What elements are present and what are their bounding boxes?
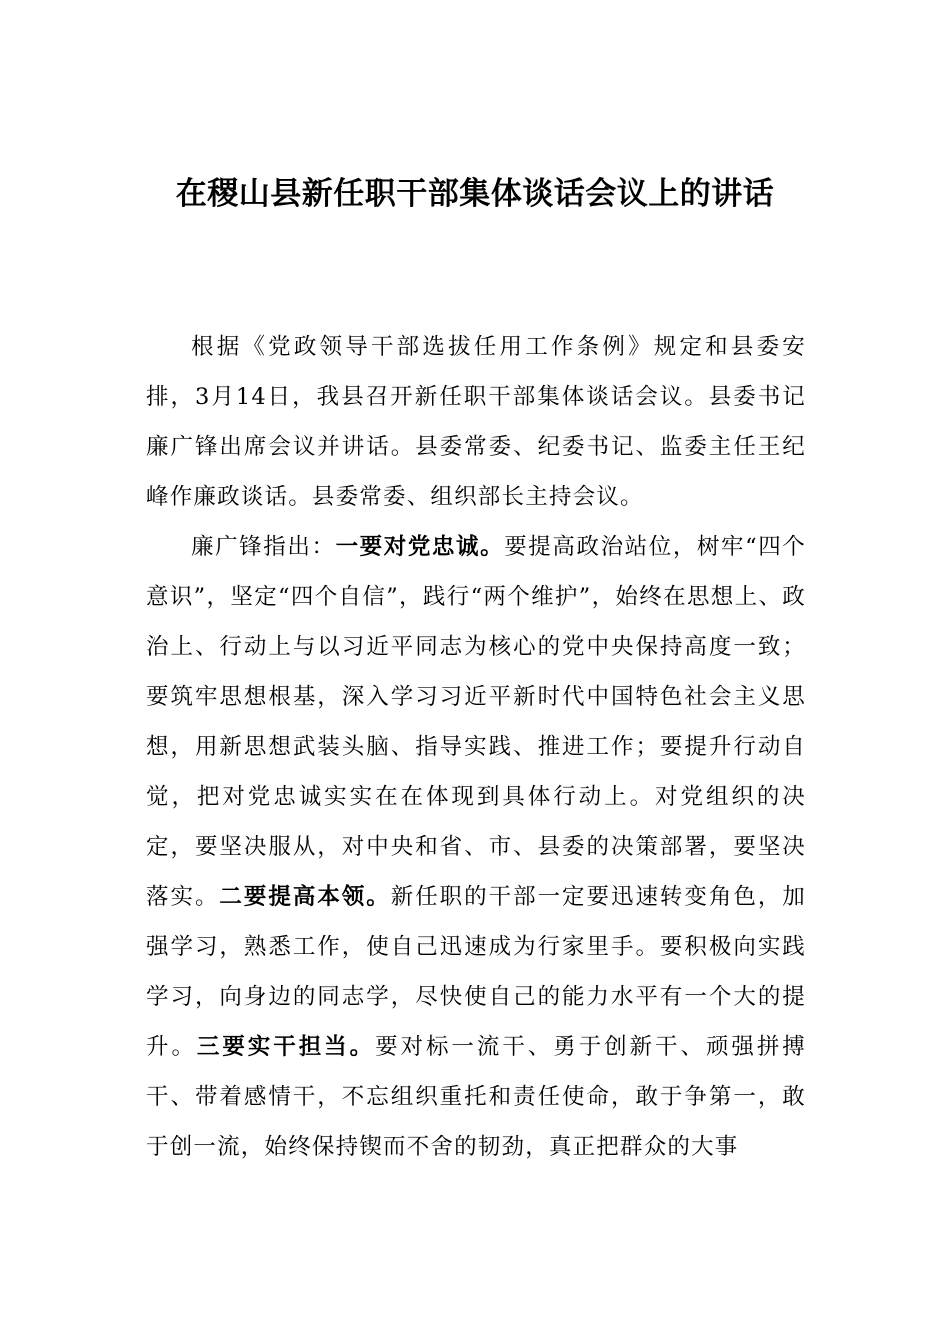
point-2-heading: 二要提高本领。: [219, 884, 391, 910]
speech-intro: 廉广锋指出：: [191, 534, 336, 560]
point-1-text: 要提高政治站位，树牢“四个意识”，坚定“四个自信”，践行“两个维护”，始终在思想上、政治上、行动上与以习近平同志为核心的党中央保持高度一致；要筑牢思想根基，深入学习习近平新时代中国特色社会主义思想，用新思想武装头脑、指导实践、推进工作；要提升行动自觉，把对党忠诚实实在在体现到具体行动上。对党组织的决定，要坚决服从，对中央和省、市、县委的决策部署，要坚决落实。: [146, 534, 807, 910]
document-body: [146, 322, 806, 1172]
point-1-heading: 一要对党忠诚。: [335, 534, 505, 560]
document-title: 在稷山县新任职干部集体谈话会议上的讲话: [175, 176, 775, 212]
point-2-text: 新任职的干部一定要迅速转变角色，加强学习，熟悉工作，使自己迅速成为行家里手。要积极向实践学习，向身边的同志学，尽快使自己的能力水平有一个大的提升。: [146, 884, 806, 1060]
point-3-text: 要对标一流干、勇于创新干、顽强拼搏干、带着感情干，不忘组织重托和责任使命，敢于争第一，敢于创一流，始终保持锲而不舍的韧劲，真正把群众的大事: [146, 1034, 806, 1160]
paragraph-meeting-summary: 根据《党政领导干部选拔任用工作条例》规定和县委安排，3月14日，我县召开新任职干部集体谈话会议。县委书记廉广锋出席会议并讲话。县委常委、纪委书记、监委主任王纪峰作廉政谈话。县委常委、组织部长主持会议。: [146, 334, 806, 510]
paragraph-speech-points: [146, 522, 806, 1172]
point-3-heading: 三要实干担当。: [196, 1034, 376, 1060]
